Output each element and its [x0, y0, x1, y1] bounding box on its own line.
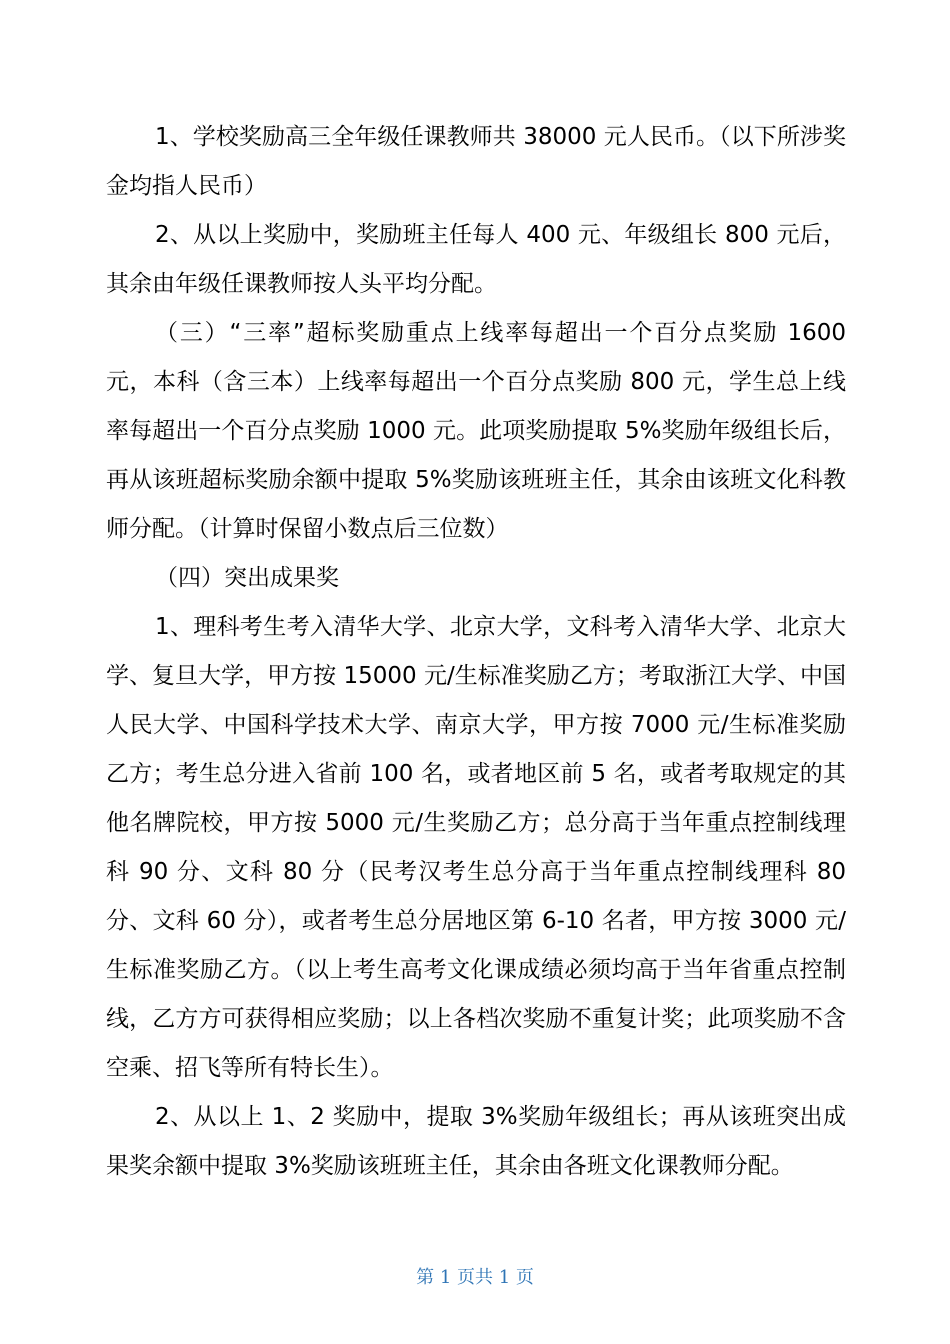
document-body [106, 113, 846, 1191]
paragraph-outstanding-achievement-rules: 1、理科考生考入清华大学、北京大学，文科考入清华大学、北京大学、复旦大学，甲方按 15000 元/生标准奖励乙方；考取浙江大学、中国人民大学、中国科学技术大学、南京大学，甲方按 7000 元/生标准奖励乙方；考生总分进入省前 100 名，或者地区前 5 名，或者考取规定的其他名牌院校，甲方按 5000 元/生奖励乙方；总分高于当年重点控制线理科 90 分、文科 80 分（民考汉考生总分高于当年重点控制线理科 80 分、文科 60 分），或者考生总分居地区第 6-10 名者，甲方按 3000 元/生标准奖励乙方。（以上考生高考文化课成绩必须均高于当年省重点控制线，乙方方可获得相应奖励；以上各档次奖励不重复计奖；此项奖励不含空乘、招飞等所有特长生）。 [106, 614, 846, 1081]
paragraph-outstanding-achievement-distribution: 2、从以上 1、2 奖励中，提取 3%奖励年级组长；再从该班突出成果奖余额中提取 3%奖励该班班主任，其余由各班文化课教师分配。 [106, 1104, 846, 1179]
paragraph-teacher-reward: 1、学校奖励高三全年级任课教师共 38000 元人民币。（以下所涉奖金均指人民币） [106, 124, 846, 199]
paragraph-reward-distribution: 2、从以上奖励中，奖励班主任每人 400 元、年级组长 800 元后，其余由年级任课教师按人头平均分配。 [106, 222, 846, 297]
section-heading-outstanding-achievement: （四）突出成果奖 [155, 565, 339, 591]
paragraph-three-rates-reward: （三）“三率”超标奖励重点上线率每超出一个百分点奖励 1600 元，本科（含三本）上线率每超出一个百分点奖励 800 元，学生总上线率每超出一个百分点奖励 1000 元。此项奖励提取 5%奖励年级组长后，再从该班超标奖励余额中提取 5%奖励该班班主任，其余由该班文化科教师分配。（计算时保留小数点后三位数） [106, 320, 846, 542]
page-number-footer: 第 1 页共 1 页 [416, 1267, 534, 1288]
